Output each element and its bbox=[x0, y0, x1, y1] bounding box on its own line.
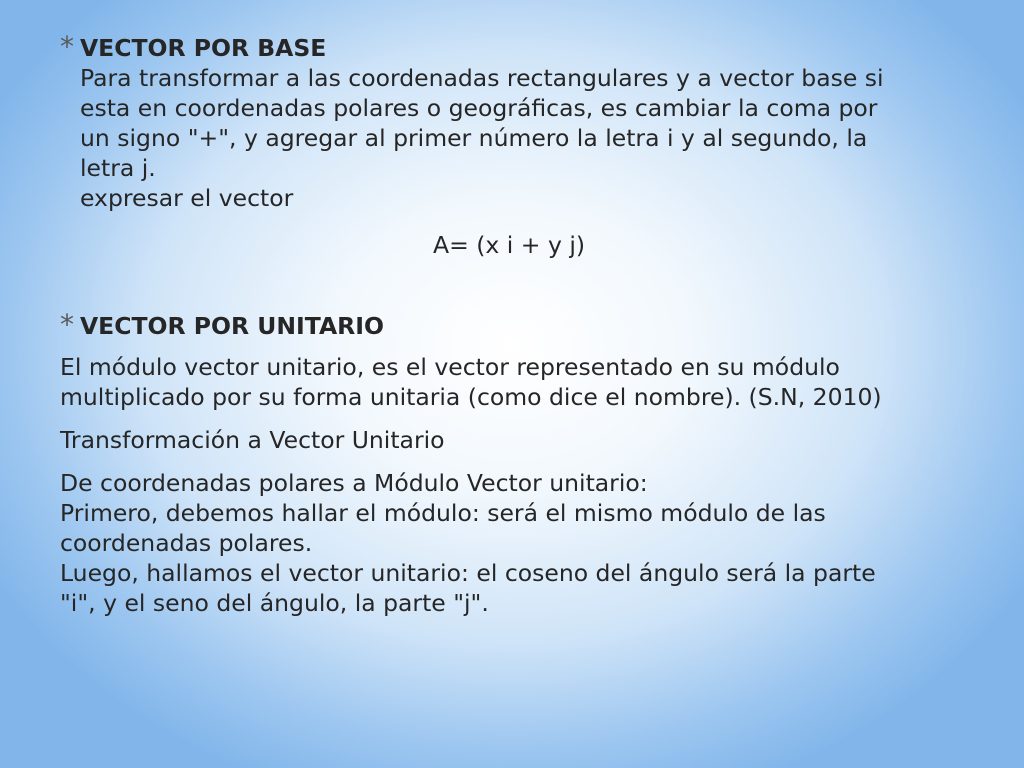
section1-line: Para transformar a las coordenadas rectangulares y a vector base si bbox=[80, 64, 884, 92]
bullet-star-icon: * bbox=[60, 308, 74, 341]
section1-line: esta en coordenadas polares o geográficas, es cambiar la coma por bbox=[80, 94, 878, 122]
section-heading-vector-por-unitario: VECTOR POR UNITARIO bbox=[80, 312, 384, 340]
section2-paragraph-line: Luego, hallamos el vector unitario: el coseno del ángulo será la parte bbox=[60, 559, 876, 587]
section2-paragraph-line: De coordenadas polares a Módulo Vector unitario: bbox=[60, 469, 648, 497]
section1-line: letra j. bbox=[80, 154, 156, 182]
section1-line: expresar el vector bbox=[80, 184, 294, 212]
section2-subheading: Transformación a Vector Unitario bbox=[60, 426, 445, 454]
section-heading-vector-por-base: VECTOR POR BASE bbox=[80, 34, 327, 62]
bullet-star-icon: * bbox=[60, 30, 74, 63]
section2-paragraph-line: multiplicado por su forma unitaria (como dice el nombre). (S.N, 2010) bbox=[60, 383, 882, 411]
section2-paragraph-line: El módulo vector unitario, es el vector representado en su módulo bbox=[60, 353, 840, 381]
section1-line: un signo "+", y agregar al primer número la letra i y al segundo, la bbox=[80, 124, 868, 152]
vector-formula: A= (x i + y j) bbox=[433, 231, 586, 259]
section2-paragraph-line: "i", y el seno del ángulo, la parte "j". bbox=[60, 589, 489, 617]
section2-paragraph-line: Primero, debemos hallar el módulo: será el mismo módulo de las bbox=[60, 499, 826, 527]
section2-paragraph-line: coordenadas polares. bbox=[60, 529, 313, 557]
